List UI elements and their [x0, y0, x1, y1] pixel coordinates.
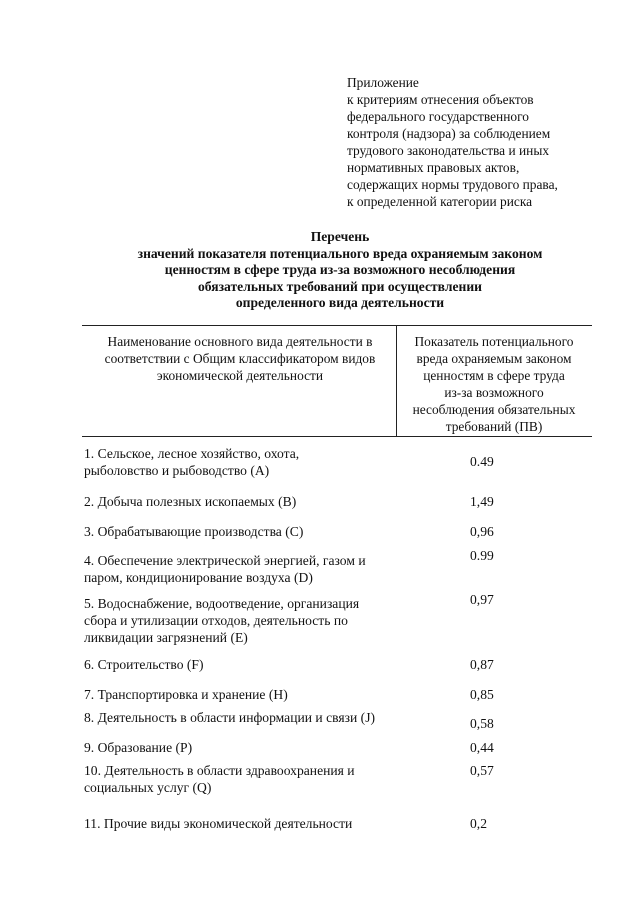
header-text: несоблюдения обязательных — [412, 402, 576, 417]
header-text: соответствии с Общим классификатором видов — [104, 351, 376, 366]
header-text: вреда охраняемым законом — [416, 351, 572, 366]
appendix-block — [347, 74, 632, 210]
table-row-value: 0,57 — [470, 763, 494, 778]
table-row-value: 0,58 — [470, 716, 494, 731]
appendix-line: содержащих нормы трудового права, — [347, 177, 558, 192]
appendix-line: контроля (надзора) за соблюдением — [347, 126, 551, 141]
table-row-activity — [84, 445, 404, 479]
row-text: 4. Обеспечение электрической энергией, газом и — [84, 553, 366, 568]
table-row-activity — [84, 686, 404, 703]
header-text: ценностям в сфере труда — [423, 368, 565, 383]
appendix-line: федерального государственного — [347, 109, 529, 124]
row-text: 7. Транспортировка и хранение (Н) — [84, 687, 288, 702]
table-row-value: 0,2 — [470, 816, 487, 831]
table-top-border — [82, 325, 592, 326]
row-text: 1. Сельское, лесное хозяйство, охота, — [84, 446, 300, 461]
appendix-line: трудового законодательства и иных — [347, 143, 550, 158]
appendix-line: Приложение — [347, 75, 419, 90]
row-text: социальных услуг (Q) — [84, 780, 212, 795]
table-row-value: 0.99 — [470, 548, 494, 563]
header-text: требований (ПВ) — [445, 419, 543, 434]
table-row-activity — [84, 595, 404, 646]
header-activity-name — [84, 333, 396, 384]
table-column-divider — [396, 325, 397, 437]
table-row-value: 0,44 — [470, 740, 494, 755]
table-row-activity — [84, 552, 404, 586]
title-line: обязательных требований при осуществлении — [197, 278, 482, 294]
title-line: ценностям в сфере труда из-за возможного несоблюдения — [164, 262, 516, 278]
appendix-line: к критериям отнесения объектов — [347, 92, 534, 107]
table-row-activity — [84, 762, 404, 796]
table-row-activity — [84, 493, 404, 510]
title-heading: Перечень — [310, 229, 370, 244]
title-line: значений показателя потенциального вреда охраняемым законом — [137, 245, 543, 261]
row-text: рыболовство и рыбоводство (А) — [84, 463, 270, 478]
table-row-value: 0,96 — [470, 524, 494, 539]
table-row-activity — [84, 709, 404, 726]
table-row-value: 0,97 — [470, 592, 494, 607]
table-row-value: 0.49 — [470, 454, 494, 469]
row-text: ликвидации загрязнений (Е) — [84, 630, 248, 645]
table-row-activity — [84, 739, 404, 756]
row-text: 9. Образование (Р) — [84, 740, 193, 755]
appendix-line: к определенной категории риска — [347, 194, 533, 209]
appendix-line: нормативных правовых актов, — [347, 160, 520, 175]
table-row-value: 1,49 — [470, 494, 494, 509]
header-text: экономической деятельности — [156, 368, 324, 383]
table-row-value: 0,85 — [470, 687, 494, 702]
row-text: сбора и утилизации отходов, деятельность по — [84, 613, 348, 628]
document-title — [60, 229, 620, 312]
table-row-activity — [84, 815, 404, 832]
table-row-activity — [84, 523, 404, 540]
row-text: 6. Строительство (F) — [84, 657, 204, 672]
row-text: 5. Водоснабжение, водоотведение, организация — [84, 596, 360, 611]
row-text: 2. Добыча полезных ископаемых (В) — [84, 494, 297, 509]
row-text: 3. Обрабатывающие производства (С) — [84, 524, 304, 539]
row-text: 11. Прочие виды экономической деятельности — [84, 816, 353, 831]
row-text: 8. Деятельность в области информации и связи (J) — [84, 710, 376, 725]
table-row-value: 0,87 — [470, 657, 494, 672]
row-text: паром, кондиционирование воздуха (D) — [84, 570, 313, 585]
header-text: Наименование основного вида деятельности в — [107, 334, 373, 349]
row-text: 10. Деятельность в области здравоохранения и — [84, 763, 355, 778]
header-harm-indicator — [398, 333, 590, 435]
header-text: из-за возможного — [444, 385, 544, 400]
header-text: Показатель потенциального — [414, 334, 574, 349]
header-bottom-border — [82, 436, 592, 437]
title-line: определенного вида деятельности — [235, 295, 445, 311]
table-row-activity — [84, 656, 404, 673]
